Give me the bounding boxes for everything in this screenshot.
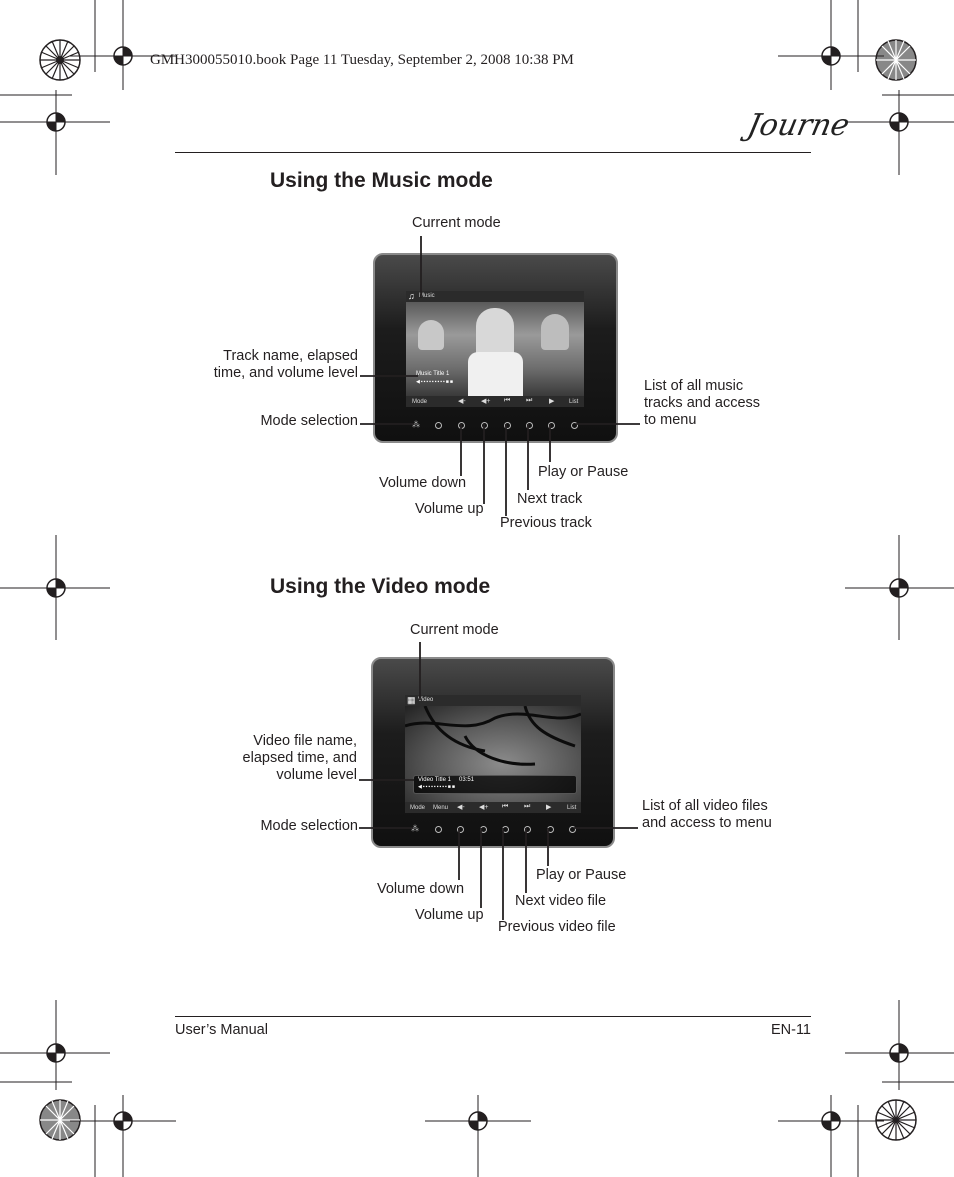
video-bar-list: List (567, 805, 577, 811)
previous-icon: ⏮ (504, 397, 511, 404)
next-icon: ⏭ (524, 803, 531, 810)
play-icon: ▶ (549, 398, 555, 405)
video-label-file-info: Video file name, elapsed time, and volume level (242, 733, 357, 783)
volume-up-icon: ◀+ (481, 398, 491, 405)
video-label-volume-up: Volume up (415, 907, 484, 923)
book-info-line: GMH300055010.book Page 11 Tuesday, September 2, 2008 10:38 PM (150, 52, 574, 68)
volume-down-icon: ◀- (457, 804, 465, 811)
footer-page-number: EN-11 (770, 1022, 811, 1038)
video-file-title: Video Title 1 (418, 777, 451, 783)
video-label-current-mode: Current mode (410, 622, 499, 638)
music-label-current-mode: Current mode (412, 215, 501, 231)
music-label-volume-up: Volume up (415, 501, 484, 517)
video-elapsed-time: 03:51 (459, 777, 475, 783)
video-grid-icon: ▦ (407, 695, 416, 705)
video-label-next: Next video file (515, 893, 607, 909)
video-label-mode-selection: Mode selection (260, 818, 358, 834)
video-label-play-pause: Play or Pause (536, 867, 627, 883)
music-label-list: List of all music tracks and access to menu (644, 378, 761, 428)
next-icon: ⏭ (526, 397, 533, 404)
video-heading: Using the Video mode (270, 575, 491, 598)
music-label-track-info: Track name, elapsed time, and volume level (213, 348, 358, 381)
music-bar-mode: Mode (412, 399, 428, 405)
video-label-list: List of all video files and access to menu (642, 798, 772, 831)
video-bar-menu: Menu (433, 805, 449, 811)
brand-logo: Journe (744, 108, 853, 143)
mode-selection-icon[interactable]: ⁂ (412, 420, 420, 429)
video-label-previous: Previous video file (498, 919, 616, 935)
music-label-volume-down: Volume down (379, 475, 467, 491)
music-bar-list: List (569, 399, 579, 405)
previous-icon: ⏮ (502, 803, 509, 810)
music-label-mode-selection: Mode selection (260, 413, 358, 429)
volume-down-icon: ◀- (458, 398, 466, 405)
video-bar-mode: Mode (410, 805, 426, 811)
music-label-next: Next track (517, 491, 583, 507)
music-volume-level: ◀▪▪▪▪▪▪▪▪▪■■ (416, 379, 454, 385)
footer-rule (175, 1016, 811, 1017)
mode-selection-icon[interactable]: ⁂ (411, 824, 419, 833)
volume-up-icon: ◀+ (479, 804, 489, 811)
footer-manual-title: User’s Manual (175, 1022, 268, 1038)
video-mode-name: Video (418, 697, 434, 703)
play-icon: ▶ (546, 804, 552, 811)
video-label-volume-down: Volume down (377, 881, 465, 897)
music-heading: Using the Music mode (270, 169, 493, 192)
music-note-icon: ♫ (408, 291, 415, 301)
music-mode-name: Music (419, 293, 435, 299)
music-label-previous: Previous track (500, 515, 592, 531)
video-volume-level: ◀▪▪▪▪▪▪▪▪▪■■ (418, 784, 456, 790)
music-track-title: Music Title 1 (416, 371, 450, 377)
music-label-play-pause: Play or Pause (538, 464, 629, 480)
